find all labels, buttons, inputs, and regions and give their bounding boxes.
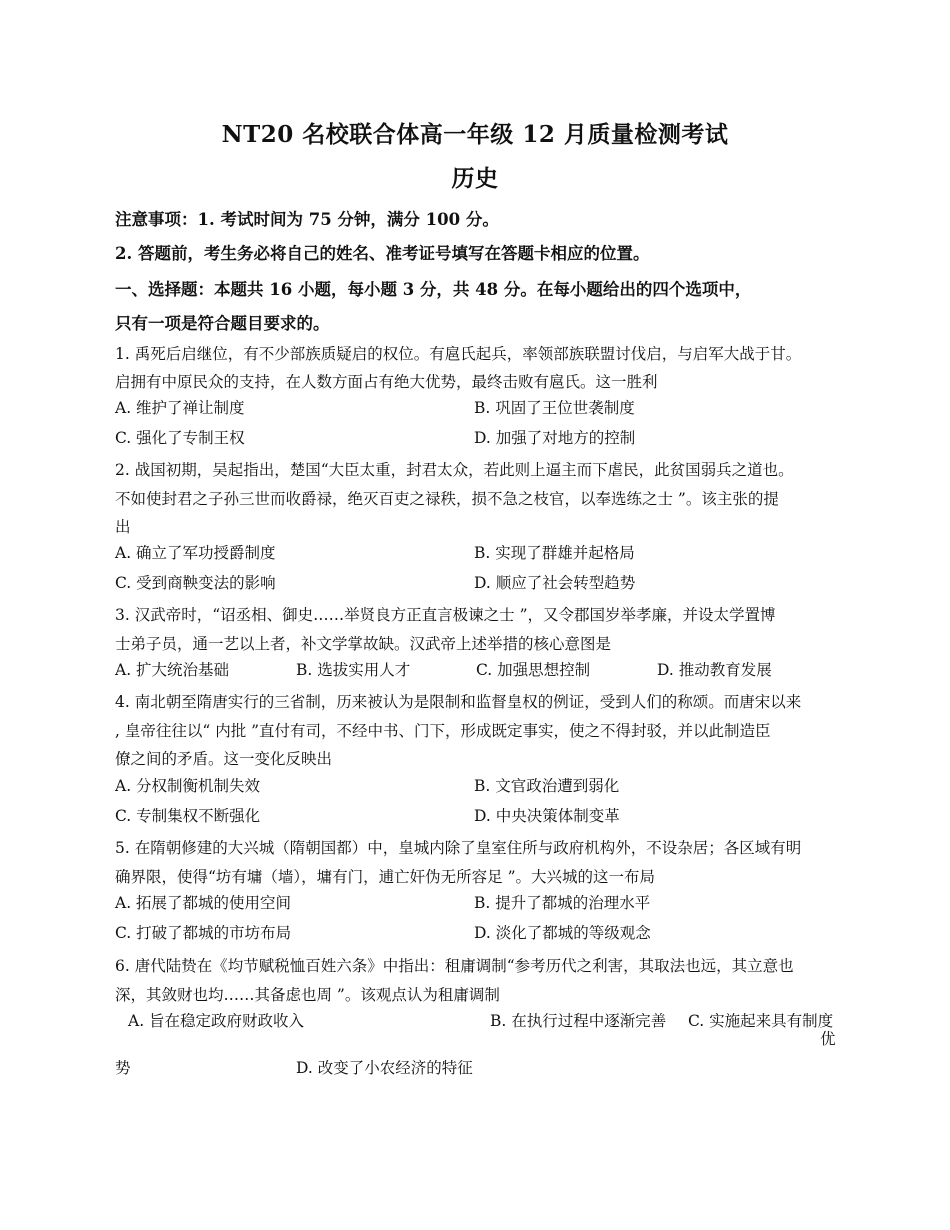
question-4-stem-line-2: , 皇帝往往以“ 内批 ”直付有司，不经中书、门下，形成既定事实，使之不得封驳，并以此制造臣 [115,722,771,740]
question-3-stem-line-2: 士弟子员，通一艺以上者，补文学掌故缺。汉武帝上述举措的核心意图是 [115,635,612,653]
question-3-option-b: B. 选拔实用人才 [296,661,411,679]
question-4-option-c: C. 专制集权不断强化 [115,807,261,825]
question-3-option-a: A. 扩大统治基础 [115,661,230,679]
question-5-option-c: C. 打破了都城的市坊布局 [115,924,292,942]
question-5-option-b: B. 提升了都城的治理水平 [474,894,651,912]
question-2-option-d: D. 顺应了社会转型趋势 [474,574,636,592]
question-6-option-b: B. 在执行过程中逐渐完善 [490,1012,667,1030]
question-3-stem-line-1: 3. 汉武帝时，“诏丞相、御史……举贤良方正直言极谏之士 ”，又令郡国岁举孝廉，并设太学置博 [115,606,776,624]
question-1-option-c: C. 强化了专制王权 [115,429,245,447]
question-6-option-a: A. 旨在稳定政府财政收入 [128,1012,305,1030]
question-5-option-d: D. 淡化了都城的等级观念 [474,924,651,942]
question-5-stem-line-1: 5. 在隋朝修建的大兴城（隋朝国都）中，皇城内除了皇室住所与政府机构外，不设杂居；各区域有明 [115,839,802,857]
question-1-option-a: A. 维护了禅让制度 [115,399,245,417]
question-5-stem-line-2: 确界限，使得“坊有墉（墙），墉有门，逋亡奸伪无所容足 ”。大兴城的这一布局 [115,868,656,886]
question-2-stem-line-2: 不如使封君之子孙三世而收爵禄，绝灭百吏之禄秩，损不急之枝官，以奉选练之士 ”。该主张的提 [115,490,779,508]
question-1-stem-line-1: 1. 禹死后启继位，有不少部族质疑启的权位。有扈氏起兵，率领部族联盟讨伐启，与启军大战于甘。 [115,345,802,363]
question-6-option-c-wrap: 优 [820,1030,836,1048]
question-6-option-c-wrap-2: 势 [115,1059,131,1077]
question-6-option-c: C. 实施起来具有制度 [688,1012,834,1030]
notice-line-1: 注意事项：1. 考试时间为 75 分钟，满分 100 分。 [115,210,499,229]
question-4-stem-line-3: 僚之间的矛盾。这一变化反映出 [115,750,333,768]
question-6-stem-line-1: 6. 唐代陆贽在《均节赋税恤百姓六条》中指出：租庸调制“参考历代之利害，其取法也远，其立意也 [115,957,794,975]
question-3-option-d: D. 推动教育发展 [657,661,772,679]
question-1-option-b: B. 巩固了王位世袭制度 [474,399,635,417]
question-2-stem-line-1: 2. 战国初期，吴起指出，楚国“大臣太重，封君太众，若此则上逼主而下虐民，此贫国弱兵之道也。 [115,461,794,479]
question-1-option-d: D. 加强了对地方的控制 [474,429,636,447]
question-5-option-a: A. 拓展了都城的使用空间 [115,894,292,912]
question-2-option-b: B. 实现了群雄并起格局 [474,544,635,562]
question-2-option-a: A. 确立了军功授爵制度 [115,544,276,562]
question-3-option-c: C. 加强思想控制 [476,661,591,679]
question-1-stem-line-2: 启拥有中原民众的支持，在人数方面占有绝大优势，最终击败有扈氏。这一胜利 [115,373,658,391]
question-4-option-d: D. 中央决策体制变革 [474,807,620,825]
question-4-stem-line-1: 4. 南北朝至隋唐实行的三省制，历来被认为是限制和监督皇权的例证，受到人们的称颂。而唐宋以来 [115,693,802,711]
subject-title: 历史 [451,165,499,192]
exam-title: NT20 名校联合体高一年级 12 月质量检测考试 [221,121,729,148]
question-6-option-d: D. 改变了小农经济的特征 [296,1059,473,1077]
question-2-stem-line-3: 出 [115,518,131,536]
section-heading-line-1: 一、选择题：本题共 16 小题，每小题 3 分，共 48 分。在每小题给出的四个选项中， [115,280,752,299]
question-4-option-a: A. 分权制衡机制失效 [115,777,261,795]
notice-line-2: 2. 答题前，考生务必将自己的姓名、准考证号填写在答题卡相应的位置。 [115,244,650,263]
question-4-option-b: B. 文官政治遭到弱化 [474,777,620,795]
section-heading-line-2: 只有一项是符合题目要求的。 [115,314,330,333]
question-2-option-c: C. 受到商鞅变法的影响 [115,574,276,592]
question-6-stem-line-2: 深，其敛财也均……其备虑也周 ”。该观点认为租庸调制 [115,986,500,1004]
